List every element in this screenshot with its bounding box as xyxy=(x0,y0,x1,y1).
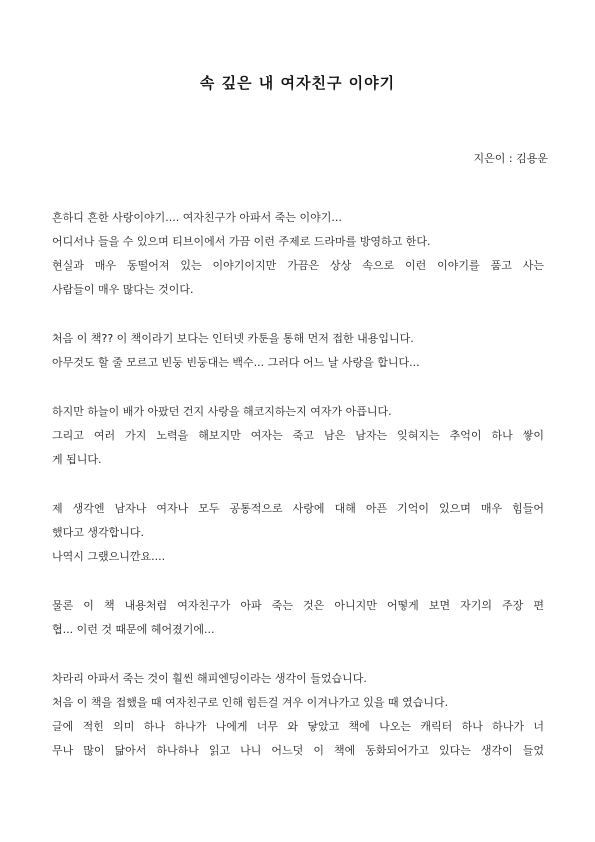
text-line: 했다고 생각합니다. xyxy=(52,526,145,539)
text-line: 협... 이런 것 때문에 헤어졌기에... xyxy=(52,623,215,636)
document-body xyxy=(52,206,544,763)
text-line: 처음 이 책?? 이 책이라기 보다는 인터넷 카툰을 통해 먼저 접한 내용입니다. xyxy=(52,332,414,345)
text-line: 하지만 하늘이 배가 아팠던 건지 사랑을 해코지하는지 여자가 아픕니다. xyxy=(52,405,392,418)
text-line: 제 생각엔 남자나 여자나 모두 공통적으로 사랑에 대해 아픈 기억이 있으며 매우 힘들어 xyxy=(52,502,544,515)
text-line: 게 됩니다. xyxy=(52,453,102,466)
document-title: 속 깊은 내 여자친구 이야기 xyxy=(199,74,396,92)
text-line: 글에 적힌 의미 하나 하나가 나에게 너무 와 닿았고 책에 나오는 캐릭터 하나 하나가 너 xyxy=(52,720,544,733)
text-line: 차라리 아파서 죽는 것이 훨씬 해피엔딩이라는 생각이 들었습니다. xyxy=(52,672,367,685)
text-line: 나역시 그랬으니깐요.... xyxy=(52,550,166,563)
text-line: 무나 많이 닮아서 하나하나 읽고 나니 어느덧 이 책에 동화되어가고 있다는 생각이 들었 xyxy=(52,744,544,757)
author-line: 지은이 : 김용운 xyxy=(473,152,548,165)
paragraph xyxy=(52,400,544,472)
text-line: 그리고 여러 가지 노력을 해보지만 여자는 죽고 남은 남자는 잊혀지는 추억이 하나 쌓이 xyxy=(52,429,544,442)
paragraph xyxy=(52,667,544,763)
paragraph xyxy=(52,497,544,569)
text-line: 사람들이 매우 많다는 것이다. xyxy=(52,283,194,296)
text-line: 물론 이 책 내용처럼 여자친구가 아파 죽는 것은 아니지만 어떻게 보면 자기의 주장 편 xyxy=(52,599,544,612)
text-line: 아무것도 할 줄 모르고 빈둥 빈둥대는 백수... 그러다 어느 날 사랑을 합니다... xyxy=(52,356,420,369)
text-line: 어디서나 들을 수 있으며 티브이에서 가끔 이런 주제로 드라마를 방영하고 한다. xyxy=(52,235,431,248)
text-line: 현실과 매우 동떨어져 있는 이야기이지만 가끔은 상상 속으로 이런 이야기를 품고 사는 xyxy=(52,259,544,272)
text-line: 처음 이 책을 접했을 때 여자친구로 인해 힘든걸 겨우 이겨나가고 있을 때 였습니다. xyxy=(52,696,449,709)
text-line: 흔하디 흔한 사랑이야기.... 여자친구가 아파서 죽는 이야기... xyxy=(52,211,342,224)
paragraph xyxy=(52,594,544,642)
paragraph xyxy=(52,206,544,302)
paragraph xyxy=(52,327,544,375)
